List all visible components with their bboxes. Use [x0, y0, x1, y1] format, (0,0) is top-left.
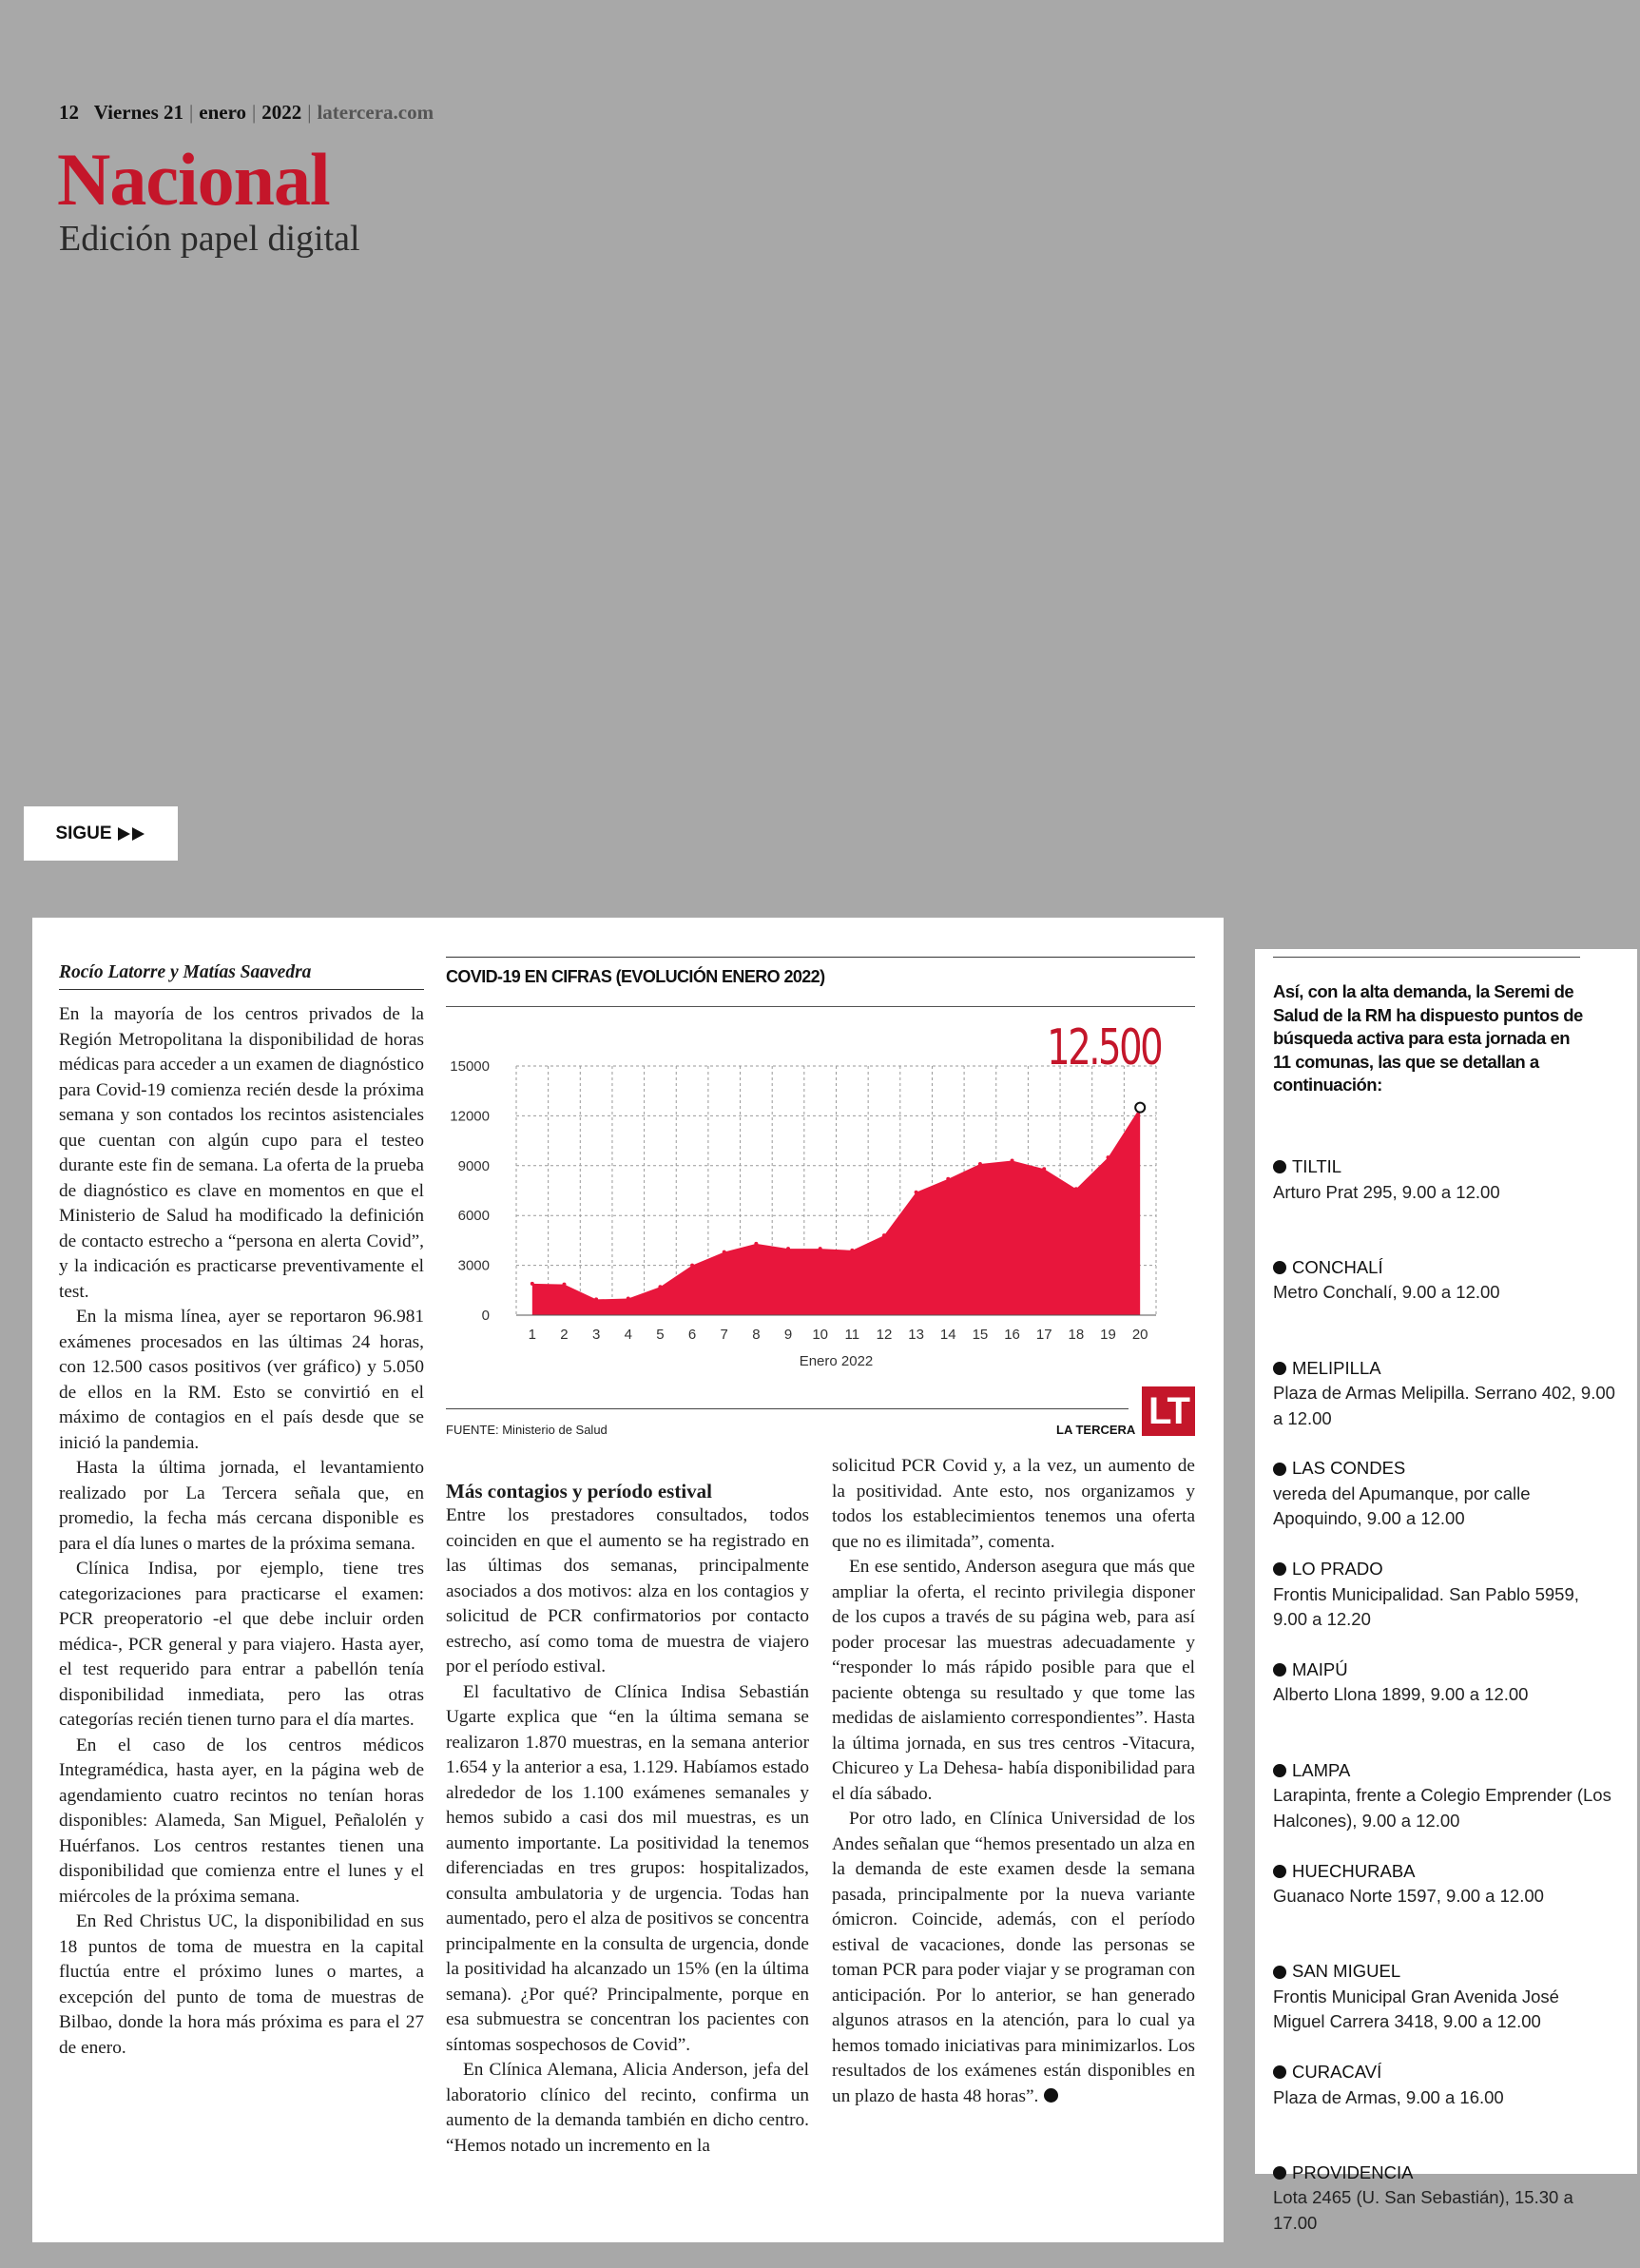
location-detail: Plaza de Armas, 9.00 a 16.00 [1273, 2086, 1504, 2107]
location-detail: Plaza de Armas Melipilla. Serrano 402, 9.00 a 12.00 [1273, 1383, 1615, 1428]
paragraph: Clínica Indisa, por ejemplo, tiene tres categorizaciones para practicarse el examen: PCR preoperatorio -el que debe incluir orden médica-, PCR general y para viajero. Hasta ayer, el test requerido para entrar a pabellón tenía disponibilidad inmediata, pero las otras categorías recién tienen turno para el día martes. [59, 1559, 424, 1730]
article-column-3 [832, 1454, 1195, 2109]
y-tick-label: 15000 [450, 1058, 490, 1075]
data-point [978, 1162, 982, 1166]
testing-point-item [1273, 1255, 1615, 1356]
comuna-label: LAMPA [1292, 1759, 1351, 1780]
bullet-icon [1273, 1865, 1286, 1878]
location-detail: Larapinta, frente a Colegio Emprender (Los Halcones), 9.00 a 12.00 [1273, 1785, 1611, 1831]
location-detail: Metro Conchalí, 9.00 a 12.00 [1273, 1282, 1500, 1303]
data-point [690, 1264, 694, 1268]
location-detail: Lota 2465 (U. San Sebastián), 15.30 a 17.00 [1273, 2187, 1573, 2233]
data-point [531, 1282, 534, 1286]
location-detail: Frontis Municipalidad. San Pablo 5959, 9.00 a 12.20 [1273, 1583, 1579, 1630]
comuna-label: HUECHURABA [1292, 1860, 1416, 1881]
column-2-body [446, 1503, 809, 2159]
x-axis-label: Enero 2022 [799, 1353, 874, 1369]
x-tick-label: 16 [1004, 1327, 1020, 1343]
sidebar-rule [1273, 957, 1580, 958]
bullet-icon [1273, 1463, 1286, 1476]
comuna-name [1273, 1758, 1615, 1784]
end-mark [1044, 2088, 1058, 2103]
chart-rule [446, 1006, 1195, 1007]
x-tick-label: 20 [1131, 1327, 1148, 1343]
comuna-label: MAIPÚ [1292, 1658, 1348, 1679]
byline: Rocío Latorre y Matías Saavedra [59, 962, 424, 990]
x-tick-label: 17 [1035, 1327, 1052, 1343]
data-point [786, 1247, 790, 1250]
data-point [723, 1250, 726, 1254]
divider: | [307, 101, 312, 124]
data-point [594, 1297, 598, 1301]
comuna-name [1273, 1356, 1615, 1382]
location-detail: Alberto Llona 1899, 9.00 a 12.00 [1273, 1684, 1529, 1705]
day: 21 [164, 101, 184, 124]
comuna-label: CONCHALÍ [1292, 1256, 1383, 1277]
paragraph: Por otro lado, en Clínica Universidad de los Andes señalan que “hemos presentado un alza en la demanda de este examen desde la semana pasada, principalmente por la nueva variante ómicron. Coincide, además, con el período estival de vacaciones, donde las personas se toman PCR para poder viajar y se programan con anticipación. Por lo anterior, se han generado algunos atrasos en la atención, para lo cual ya hemos tomado iniciativas para minimizarlos. Los resultados de los exámenes están disponibles en un plazo de hasta 48 horas”. [832, 1809, 1195, 2106]
y-tick-label: 9000 [457, 1157, 490, 1174]
highlight-point [1135, 1103, 1145, 1113]
x-tick-label: 9 [783, 1327, 793, 1343]
comuna-name [1273, 1255, 1615, 1281]
subheading: Más contagios y período estival [446, 1480, 712, 1502]
paragraph: Entre los prestadores consultados, todos coinciden en que el aumento se ha registrado en las últimas dos semanas, principalmente asociados a dos motivos: alza en los contagios y solicitud de PCR confirmatorios por contacto estrecho, así como toma de muestra de viajero por el período estival. [446, 1505, 809, 1677]
paragraph: El facultativo de Clínica Indisa Sebastián Ugarte explica que “en la última semana se realizaron 1.870 muestras, en la semana anterior 1.654 y la anterior a esa, 1.129. Habíamos estado alrededor de los 1.100 exámenes semanales y hemos subido a casi dos mil muestras, es un aumento importante. La positividad la tenemos diferenciadas en tres grupos: hospitalizados, consulta ambulatoria y de urgencia. Todas han aumentado, pero el alza de positivos se concentra principalmente en la consulta de urgencia, donde la positividad ha alcanzado un 15% (en la última semana). ¿Por qué? Principalmente, porque en esa submuestra se concentran los pacientes con síntomas sospechosos de Covid”. [446, 1681, 809, 2055]
sidebar-panel [1255, 949, 1637, 2233]
paragraph: En ese sentido, Anderson asegura que más que ampliar la oferta, el recinto privilegia disponer de los cupos a través de su página web, para así poder procesar las muestras adecuadamente y “responder lo más rápido posible para que el paciente obtenga su resultado y que tome las medidas de aislamiento correspondientes”. Hasta la última jornada, en sus tres centros -Vitacura, Chicureo y La Dehesa- había disponibilidad para el día sábado. [832, 1557, 1195, 1804]
data-point [1042, 1167, 1046, 1171]
data-point [562, 1283, 566, 1287]
x-tick-label: 11 [844, 1327, 860, 1343]
bullet-icon [1273, 1966, 1286, 1979]
paragraph: Hasta la última jornada, el levantamiento realizado por La Tercera señala que, en promedio, la fecha más cercana disponible es para el día lunes o martes de la próxima semana. [59, 1458, 424, 1554]
bullet-icon [1273, 1562, 1286, 1576]
comuna-name [1273, 1154, 1615, 1180]
chart-brand: LA TERCERA [1056, 1423, 1136, 1437]
data-point [1074, 1187, 1078, 1191]
chart-title: COVID-19 EN CIFRAS (EVOLUCIÓN ENERO 2022) [446, 967, 825, 986]
section-title: Nacional [57, 138, 330, 221]
sigue-label: SIGUE [55, 823, 112, 843]
article-column-1 [59, 1002, 424, 2061]
testing-point-item [1273, 1154, 1615, 1255]
sidebar-intro: Así, con la alta demanda, la Seremi de Salud de la RM ha dispuesto puntos de búsqueda activa para esta jornada en 11 comunas, las que se detallan a continuación: [1273, 981, 1583, 1095]
y-tick-label: 0 [481, 1308, 490, 1324]
comuna-name [1273, 1959, 1615, 1985]
chart-rule [446, 1408, 1129, 1409]
paragraph: En la mayoría de los centros privados de la Región Metropolitana la disponibilidad de horas médicas para acceder a un examen de diagnóstico para Covid-19 comienza recién desde la próxima semana y son contados los recintos asistenciales que cuentan con algún cupo para el testeo durante este fin de semana. La oferta de la prueba de diagnóstico es clave en momentos en que el Ministerio de Salud ha modificado la definición de contacto estrecho a “persona en alerta Covid”, y la indicación es practicarse preventivamente el test. [59, 1004, 424, 1302]
x-tick-label: 18 [1068, 1327, 1085, 1343]
comuna-label: TILTIL [1292, 1156, 1342, 1176]
paragraph: En el caso de los centros médicos Integramédica, hasta ayer, en la página web de agendamiento cuatro recintos no tenían horas disponibles: Alameda, San Miguel, Peñalolén y Huérfanos. Los centros restantes tienen una disponibilidad que comienza entre el lunes y el miércoles de la próxima semana. [59, 1735, 424, 1907]
bullet-icon [1273, 1362, 1286, 1375]
location-detail: Guanaco Norte 1597, 9.00 a 12.00 [1273, 1886, 1544, 1907]
location-detail: Frontis Municipal Gran Avenida José Miguel Carrera 3418, 9.00 a 12.00 [1273, 1986, 1559, 2032]
article-column-2 [446, 1479, 809, 2159]
testing-point-item [1273, 1758, 1615, 1859]
month: enero [199, 101, 247, 124]
la-tercera-logo: LT [1142, 1386, 1195, 1436]
chart [446, 957, 1195, 1442]
highlight-value-label: 12.500 [1047, 1019, 1162, 1076]
testing-point-item [1273, 1959, 1615, 2060]
comuna-name [1273, 1456, 1615, 1482]
testing-point-item [1273, 1657, 1615, 1758]
comuna-label: SAN MIGUEL [1292, 1961, 1401, 1982]
edition-subtitle: Edición papel digital [59, 219, 360, 259]
data-point [627, 1297, 630, 1301]
bullet-icon [1273, 1764, 1286, 1777]
x-tick-label: 8 [752, 1327, 761, 1343]
x-tick-label: 14 [939, 1327, 956, 1343]
masthead-line [59, 101, 434, 125]
testing-point-item [1273, 1456, 1615, 1557]
double-play-arrow-icon [118, 827, 146, 841]
y-tick-label: 12000 [450, 1108, 490, 1125]
comuna-name [1273, 2161, 1615, 2186]
x-tick-label: 15 [972, 1327, 989, 1343]
x-tick-label: 13 [908, 1327, 924, 1343]
data-point [1011, 1159, 1014, 1163]
testing-point-item [1273, 2060, 1615, 2161]
y-tick-label: 3000 [457, 1257, 490, 1274]
comuna-label: PROVIDENCIA [1292, 2161, 1414, 2182]
testing-points-list [1273, 1154, 1615, 2261]
x-tick-label: 19 [1100, 1327, 1116, 1343]
data-point [658, 1285, 662, 1289]
bullet-icon [1273, 1160, 1286, 1173]
chart-source: FUENTE: Ministerio de Salud [446, 1423, 608, 1437]
comuna-label: LO PRADO [1292, 1559, 1383, 1580]
x-tick-label: 4 [624, 1327, 632, 1343]
comuna-name [1273, 1657, 1615, 1683]
comuna-name [1273, 1557, 1615, 1582]
site-link[interactable]: latercera.com [317, 101, 434, 124]
comuna-label: MELIPILLA [1292, 1357, 1381, 1378]
x-tick-label: 12 [876, 1327, 893, 1343]
data-point [1107, 1155, 1110, 1159]
weekday: Viernes [93, 101, 159, 124]
data-point [754, 1242, 758, 1246]
divider: | [189, 101, 194, 124]
page-number: 12 [59, 101, 79, 124]
testing-point-item [1273, 2161, 1615, 2261]
location-detail: vereda del Apumanque, por calle Apoquindo, 9.00 a 12.00 [1273, 1483, 1531, 1529]
location-detail: Arturo Prat 295, 9.00 a 12.00 [1273, 1181, 1500, 1202]
testing-point-item [1273, 1557, 1615, 1657]
comuna-name [1273, 2060, 1615, 2085]
data-point [946, 1177, 950, 1181]
bullet-icon [1273, 2065, 1286, 2079]
data-point [882, 1233, 886, 1237]
chart-rule [446, 957, 1195, 958]
paragraph: solicitud PCR Covid y, a la vez, un aumento de la positividad. Ante esto, nos organizamos y todos los establecimientos tenemos una oferta que no es ilimitada”, comenta. [832, 1456, 1195, 1552]
x-tick-label: 3 [591, 1327, 601, 1343]
bullet-icon [1273, 1261, 1286, 1274]
testing-point-item [1273, 1859, 1615, 1960]
data-point [819, 1247, 822, 1250]
x-tick-label: 6 [687, 1327, 697, 1343]
comuna-label: CURACAVÍ [1292, 2062, 1382, 2083]
data-point [915, 1191, 918, 1194]
testing-point-item [1273, 1356, 1615, 1457]
sigue-button[interactable] [24, 806, 178, 861]
year: 2022 [261, 101, 302, 124]
x-tick-label: 10 [812, 1327, 829, 1343]
area-chart [446, 1014, 1195, 1385]
bullet-icon [1273, 1663, 1286, 1677]
comuna-label: LAS CONDES [1292, 1458, 1406, 1479]
comuna-name [1273, 1859, 1615, 1885]
x-tick-label: 1 [528, 1327, 536, 1343]
paragraph: En Clínica Alemana, Alicia Anderson, jefa del laboratorio clínico del recinto, confirma un aumento de la demanda también en dicho centro. “Hemos notado un incremento en la [446, 2060, 809, 2156]
x-tick-label: 5 [656, 1327, 665, 1343]
paragraph: En Red Christus UC, la disponibilidad en sus 18 puntos de toma de muestra en la capital fluctúa entre el próximo lunes o martes, a excepción del punto de toma de muestras de Bilbao, donde la hora más próxima es para el 27 de enero. [59, 1911, 424, 2058]
x-tick-label: 2 [560, 1327, 569, 1343]
x-tick-label: 7 [720, 1327, 728, 1343]
data-point [850, 1249, 854, 1252]
bullet-icon [1273, 2166, 1286, 2180]
y-tick-label: 6000 [457, 1208, 490, 1225]
paragraph: En la misma línea, ayer se reportaron 96.981 exámenes procesados en las últimas 24 horas, con 12.500 casos positivos (ver gráfico) y 5.050 de ellos en la RM. Esto se convirtió en el máximo de contagios en el país desde que se inició la pandemia. [59, 1307, 424, 1453]
divider: | [252, 101, 257, 124]
